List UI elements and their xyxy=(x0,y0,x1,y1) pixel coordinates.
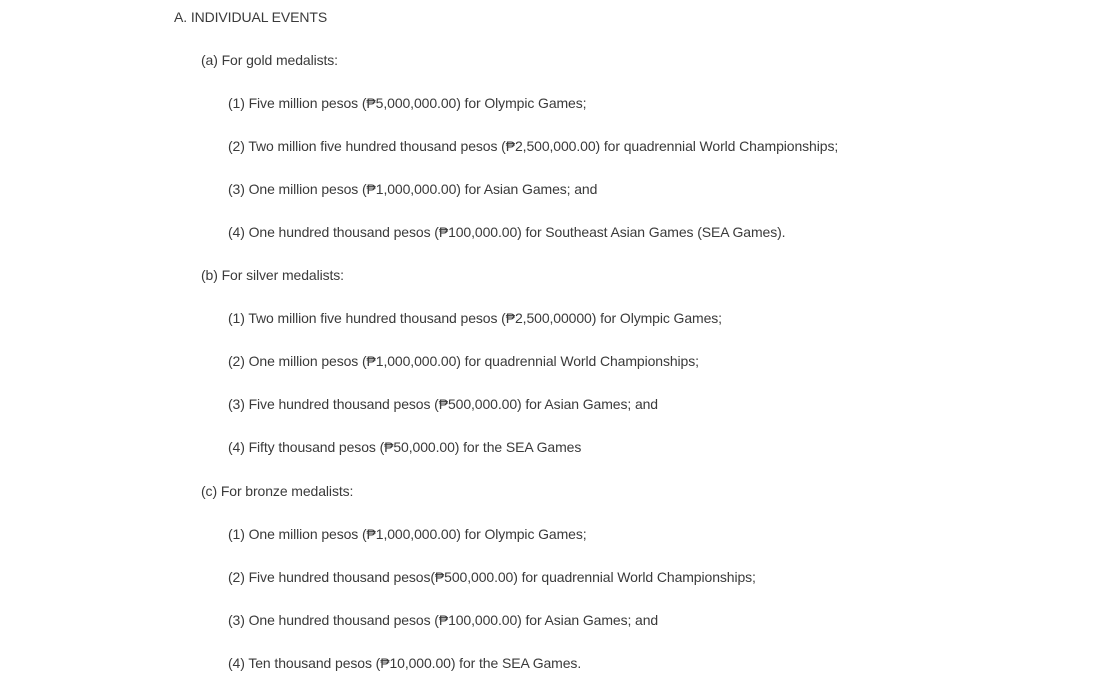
list-item: (1) Five million pesos (₱5,000,000.00) for Olympic Games; xyxy=(228,95,587,111)
list-item: (3) One million pesos (₱1,000,000.00) for Asian Games; and xyxy=(228,181,598,197)
silver-medalists-label: (b) For silver medalists: xyxy=(201,267,344,283)
list-item: (2) Two million five hundred thousand pesos (₱2,500,000.00) for quadrennial World Championships; xyxy=(228,138,839,154)
list-item: (3) One hundred thousand pesos (₱100,000.00) for Asian Games; and xyxy=(228,612,659,628)
gold-medalists-label: (a) For gold medalists: xyxy=(201,52,338,68)
list-item: (4) One hundred thousand pesos (₱100,000.00) for Southeast Asian Games (SEA Games). xyxy=(228,224,786,240)
list-item: (1) One million pesos (₱1,000,000.00) for Olympic Games; xyxy=(228,526,587,542)
bronze-medalists-label: (c) For bronze medalists: xyxy=(201,483,354,499)
list-item: (4) Ten thousand pesos (₱10,000.00) for the SEA Games. xyxy=(228,655,582,671)
list-item: (2) One million pesos (₱1,000,000.00) for quadrennial World Championships; xyxy=(228,353,699,369)
list-item: (2) Five hundred thousand pesos(₱500,000.00) for quadrennial World Championships; xyxy=(228,569,756,585)
list-item: (1) Two million five hundred thousand pesos (₱2,500,00000) for Olympic Games; xyxy=(228,310,722,326)
list-item: (3) Five hundred thousand pesos (₱500,000.00) for Asian Games; and xyxy=(228,396,658,412)
list-item: (4) Fifty thousand pesos (₱50,000.00) for the SEA Games xyxy=(228,439,582,455)
section-heading: A. INDIVIDUAL EVENTS xyxy=(174,9,328,25)
